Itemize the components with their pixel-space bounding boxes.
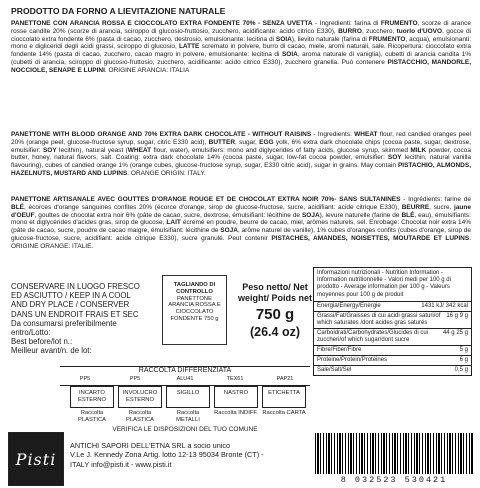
brand-logo (8, 432, 64, 486)
conservation-line: Meilleur avant/n. de lot: (11, 346, 92, 356)
conservation-line: AND DRY PLACE / CONSERVER (11, 300, 130, 310)
recycling-item: INVOLUCRO ESTERNO (118, 386, 162, 408)
recycling-bin: Raccolta PLASTICA (77, 410, 107, 423)
recycling-header (60, 366, 310, 386)
conservation-line: Best before/lot n.: (11, 337, 73, 347)
net-weight-value: 750 g (255, 306, 295, 323)
net-weight-oz: (26.4 oz) (249, 325, 300, 339)
recycling-bin: Raccolta CARTA (262, 410, 306, 416)
company-line: ANTICHI SAPORI DELL'ETNA SRL a socio unico (70, 441, 231, 450)
recycling-bin: Raccolta INDIFF. (214, 410, 258, 416)
nutrition-row: Fibre/Fiber/Fibre 5 g (314, 346, 471, 356)
barcode-number: 8 032523 530421 (340, 475, 448, 485)
conservation-line: CONSERVARE IN LUOGO FRESCO (11, 282, 140, 291)
recycling-bin: Raccolta METALLI (176, 410, 200, 423)
control-tag-text: PANETTONE ARANCIA ROSSA E CIOCCOLATO FONDENTE 750 g (168, 295, 221, 322)
nutrition-row: Proteine/Protein/Protéines 6 g (314, 356, 471, 366)
brand-logo-text: Pisti (15, 449, 57, 469)
recycling-item: NASTRO (214, 386, 258, 408)
recycling-bin: Raccolta PLASTICA (125, 410, 155, 423)
nutrition-header: Informazioni nutrizionali - Nutrition Information - Information nutritionnelle - Valori medi per 100 g di prodotto - Average information per 100 g - Valeurs moyennes pour 100 g de produit (314, 268, 471, 302)
recycling-item: INCARTO ESTERNO (70, 386, 114, 408)
recycling-items (70, 386, 306, 408)
company-line: ITALY info@pisti.it - www.pisti.it (70, 459, 172, 469)
recycling-codes: PP5 PP5 ALU41 TEX61 PAP21 (79, 376, 294, 382)
net-weight (238, 282, 312, 340)
barcode-bars (315, 433, 473, 474)
conservation-line: ED ASCIUTTO / KEEP IN A COOL (11, 291, 131, 301)
recycling-item: ETICHETTA (262, 386, 306, 408)
conservation-line: Da consumarsi preferibilmente (11, 318, 117, 328)
nutrition-row: Grassi/Fat/Graisses di cui acidi grassi saturi/of which saturates /dont acides gras saturés 16 g 9 g (314, 312, 471, 329)
ingredients-english: PANETTONE WITH BLOOD ORANGE AND 70% EXTRA DARK CHOCOLATE - WITHOUT RAISINS - Ingredients: WHEAT flour, red candied oranges peel 20% (orange peel, glucose-fructose syrup, sugar, citric E330 acid), BUTTER, sugar, EGG yolk, 6% extra dark chocolate chips (cocoa paste, sugar, dextrose, emulsifier: SOY lecithin), natural yeast (WHEAT flour, water), emulsifiers: mono and diglycerides of fatty acids, glucose syrup, skimmed MILK powder, cocoa butter, honey, natural flavors, salt. Coating: extra dark chocolate 14% (cocoa paste, sugar, low-fat cocoa powder, emulsifier: SOY lecithin, natural vanilla flavouring), cubes of candied orange 1% (orange cubes, glucose-fructose syrup, sugar, E330 citric acid), sugar in grains. May contain PISTACHIO, ALMONDS, HAZELNUTS, MUSTARD AND LUPINS. ORANGE ORIGIN: ITALY. (11, 131, 472, 177)
company-line: V.Le J. Kennedy Zona Artig. lotto 12-13 95034 Bronte (CT) - (70, 450, 264, 460)
conservation-block (11, 282, 161, 356)
nutrition-table (313, 267, 472, 376)
recycling-bins (70, 410, 306, 424)
product-category-heading: PRODOTTO DA FORNO A LIEVITAZIONE NATURALE (11, 6, 226, 16)
ingredients-italian: PANETTONE CON ARANCIA ROSSA E CIOCCOLATO EXTRA FONDENTE 70% - SENZA UVETTA - Ingredienti: farina di FRUMENTO, scorze di arance rosse candite 20% (scorze di arancia, sciroppo di glucosio-fruttosio, zucchero, acidificante: acido citrico E330), BURRO, zucchero, tuorlo d'UOVO, gocce di cioccolato extra fondente 6% (pasta di cacao, zucchero, destrosio, emulsionante: lecitina di SOIA), lievito naturale (farina di FRUMENTO, acqua), emulsionanti: mono e digliceridi degli acidi grassi, sciroppo di glucosio, LATTE scremato in polvere, burro di cacao, miele, aromi naturali, sale. Ricopertura: cioccolato extra fondente 14% (pasta di cacao, zucchero, cacao magro in polvere, emulsionante: lecitina di SOIA, aroma naturale di vaniglia), cubetti di arancia candita 1% (cubetti di arancia, sciroppo di glucosio-fruttosio, zucchero, acidificante: acido citrico E330), zucchero granella. Può contenere PISTACCHIO, MANDORLE, NOCCIOLE, SENAPE E LUPINI. ORIGINE ARANCIA: ITALIA (11, 20, 472, 74)
company-info (70, 441, 310, 469)
control-tag (162, 275, 227, 345)
recycling-item: SIGILLO (166, 386, 210, 408)
recycling-verify-note: VERIFICA LE DISPOSIZIONI DEL TUO COMUNE (112, 426, 258, 433)
conservation-line: DANS UN ENDROIT FRAIS ET SEC (11, 309, 139, 319)
net-weight-label: Peso netto/ Net weight/ Poids net (238, 282, 313, 303)
nutrition-row: Sale/Salt/Sel 0,5 g (317, 366, 468, 373)
nutrition-row: Energia/Energy/Energie 1431 kJ/ 342 kcal (314, 302, 471, 312)
recycling-title: RACCOLTA DIFFERENZIATA (138, 367, 232, 374)
ingredients-french: PANETTONE ARTISANALE AVEC GOUTTES D'ORANGE ROUGE ET DE CHOCOLAT EXTRA NOIR 70%- SANS SULTANINES - Ingrédients: farine de BLÉ, écorces d'orange sanguines confites 20% (écorce d'orange, sirop de glucose-fructose, sucre, acidifiant: acide citrique E330), BEURRE, sucre, jaune d'OEUF, gouttes de chocolat extra noir 6% (pâte de cacao, sucre, dextrose, émulsifiant: lécithine de SOJA), levure naturelle (farine de BLÉ, eau), émulsifiants: mono et diglycérides d'acides gras, sirop de glucose, LAIT écrémé en poudre, beurre de cacao, miel, arômes naturels, sel. Enrobage: Chocolat noir extra 14% (pâte de cacao, sucre, poudre de cacao maigre, émulsifiant: lécithine de SOJA, arôme naturel de vanille), 1% cubes d'oranges confits (cubes d'orange, sirop de glucose-fructose, sucre, acidifiant: acide citrique E330), sucre granulé. Peut contenir PISTACHES, AMANDES, NOISETTES, MOUTARDE ET LUPINS. ORIGINE ORANGE: ITALIE. (11, 196, 471, 250)
conservation-line: entro/Lotto: (11, 328, 51, 338)
nutrition-row: Carboidrati/Carbohydrates/Glucides di cui zuccheri/of which sugar/dont sucre 44 g 25 g (314, 329, 471, 346)
control-tag-title: TAGLIANDO DI CONTROLLO (173, 282, 216, 295)
